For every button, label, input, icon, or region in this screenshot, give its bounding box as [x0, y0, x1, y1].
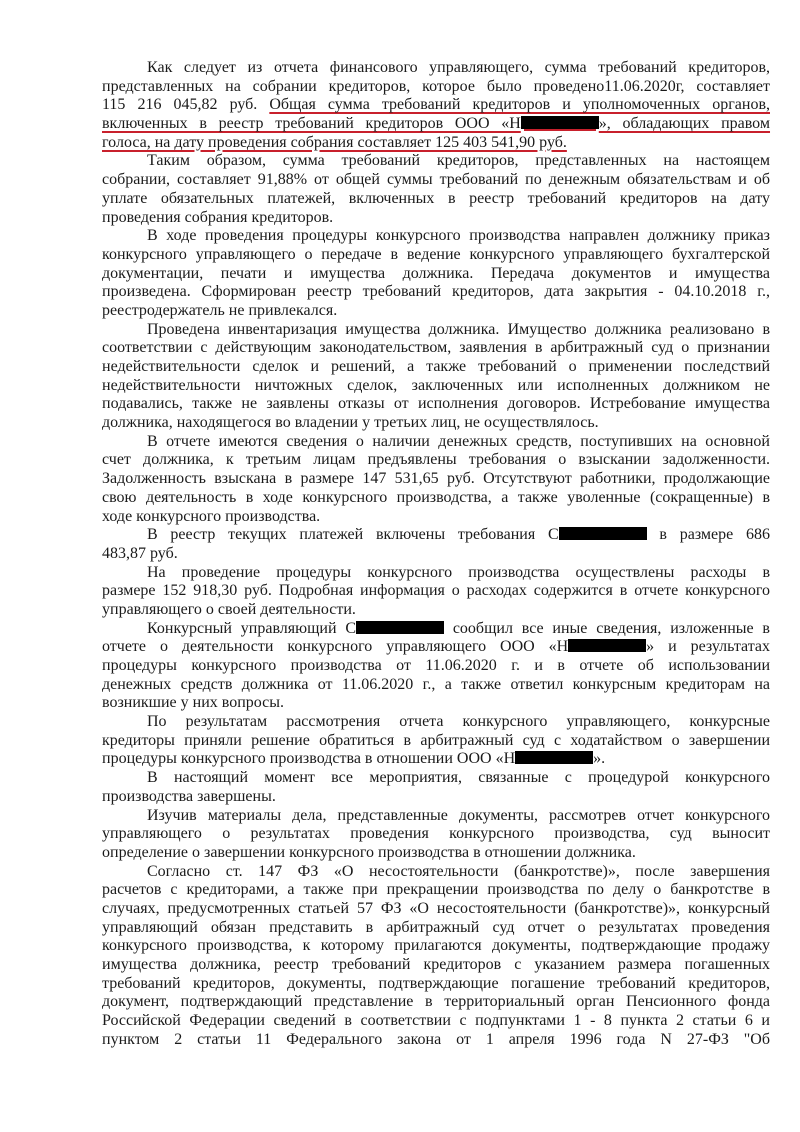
text-line	[102, 321, 770, 340]
paragraph	[102, 564, 770, 620]
text-line	[102, 937, 770, 956]
text-segment: уплате обязательных платежей, включенных в реестр требований кредиторов на дату	[102, 189, 770, 207]
text-segment: производства завершены.	[102, 787, 276, 805]
text-line	[102, 1012, 770, 1031]
text-segment: По результатам рассмотрения отчета конкурсного управляющего, конкурсные	[147, 713, 770, 731]
text-segment: ».	[593, 750, 606, 768]
text-segment: Конкурсный управляющий С	[147, 619, 357, 637]
paragraph	[102, 433, 770, 526]
text-segment: имущества должника, реестр требований кредиторов с указанием размера погашенных	[102, 956, 770, 973]
highlighted-text: включенных в реестр требований кредиторов ООО «Н	[102, 115, 521, 133]
text-segment: случаях, предусмотренных статьей 57 ФЗ «О несостоятельности (банкротстве)», конкурсный	[102, 899, 770, 917]
text-segment: определение о завершении конкурсного производства в отношении должника.	[102, 843, 636, 861]
paragraph	[102, 321, 770, 433]
text-segment: » и результатах	[646, 638, 770, 656]
text-segment: кредиторы приняли решение обратиться в арбитражный суд с ходатайством о завершении	[102, 731, 770, 749]
text-line	[102, 545, 770, 564]
text-line	[102, 1031, 770, 1050]
paragraph	[102, 526, 770, 563]
text-line	[102, 265, 770, 284]
text-segment: 115 216 045,82 руб.	[102, 96, 270, 114]
paragraph	[102, 713, 770, 769]
text-segment: управляющий обязан представить в арбитражный суд отчет о результатах проведения	[102, 918, 770, 936]
redaction-box	[515, 751, 593, 764]
text-line	[102, 732, 770, 751]
text-line	[102, 209, 770, 228]
text-line	[102, 152, 770, 171]
text-line	[102, 582, 770, 601]
text-segment: недействительности ничтожных сделок, заключенных или исполненных должником не	[102, 376, 770, 394]
text-segment: управляющего о своей деятельности.	[102, 600, 356, 618]
text-segment: управляющего о результатах проведения конкурсного производства, суд выносит	[102, 825, 770, 843]
paragraph	[102, 227, 770, 320]
text-line	[102, 601, 770, 620]
text-segment: В настоящий момент все мероприятия, связанные с процедурой конкурсного	[147, 769, 770, 787]
text-segment: Изучив материалы дела, представленные документы, рассмотрев отчет конкурсного	[147, 806, 770, 824]
text-line	[102, 694, 770, 713]
text-line	[102, 302, 770, 321]
text-line	[102, 788, 770, 807]
text-line	[102, 881, 770, 900]
highlighted-text: голоса, на дату проведения собрания составляет 125 403 541,90 руб.	[102, 133, 567, 151]
text-segment: сообщил все иные сведения, изложенные в	[444, 619, 770, 637]
text-line	[102, 919, 770, 938]
text-line	[102, 769, 770, 788]
text-segment: конкурсного управляющего о передаче в ведение конкурсного управляющего бухгалтерской	[102, 245, 770, 263]
paragraph	[102, 769, 770, 806]
text-segment: проведения собрания кредиторов.	[102, 208, 334, 226]
text-segment: Таким образом, сумма требований кредиторов, представленных на настоящем	[147, 152, 770, 170]
text-line	[102, 844, 770, 863]
text-segment: возникшие у них вопросы.	[102, 694, 285, 712]
highlighted-text: », обладающих правом	[598, 115, 771, 133]
text-segment: представленных на собрании кредиторов, которое было проведено11.06.2020г, составляет	[102, 77, 770, 95]
text-line	[102, 526, 770, 545]
text-segment: размере 152 918,30 руб. Подробная информация о расходах содержится в отчете конкурсного	[102, 582, 770, 600]
text-line	[102, 956, 770, 975]
text-segment: требований кредиторов, документы, подтверждающие погашение требований кредиторов,	[102, 974, 770, 992]
text-segment: документ, подтверждающий представление в территориальный орган Пенсионного фонда	[102, 993, 770, 1011]
text-line	[102, 395, 770, 414]
text-segment: Согласно ст. 147 ФЗ «О несостоятельности (банкротстве)», после завершения	[147, 862, 770, 880]
text-segment: В отчете имеются сведения о наличии денежных средств, поступивших на основной	[147, 432, 770, 450]
document-page	[102, 59, 770, 1049]
text-segment: ходе конкурсного производства.	[102, 507, 321, 525]
text-segment: свою деятельность в ходе конкурсного производства, а также уволенные (сокращенные) в	[102, 488, 770, 506]
text-line	[102, 657, 770, 676]
text-segment: реестродержатель не привлекался.	[102, 301, 338, 319]
text-line	[102, 470, 770, 489]
text-segment: подавались, также не заявлены отказы от исполнения договоров. Истребование имущества	[102, 395, 770, 413]
redaction-box	[521, 116, 599, 129]
text-segment: счет должника, к третьим лицам предъявлены требования о взыскании задолженности.	[102, 451, 770, 469]
highlighted-text: Общая сумма требований кредиторов и уполномоченных органов,	[269, 96, 770, 114]
text-line	[102, 863, 770, 882]
text-line	[102, 564, 770, 583]
text-segment: На проведение процедуры конкурсного производства осуществлены расходы в	[147, 563, 770, 581]
text-segment: В реестр текущих платежей включены требования С	[147, 526, 559, 544]
redaction-box	[356, 621, 444, 634]
text-line	[102, 900, 770, 919]
text-line	[102, 358, 770, 377]
text-segment: 483,87 руб.	[102, 544, 178, 562]
text-segment: процедуры конкурсного производства в отношении ООО «Н	[102, 750, 516, 768]
text-segment: Проведена инвентаризация имущества должника. Имущество должника реализовано в	[147, 320, 770, 338]
text-segment: отчете о деятельности конкурсного управляющего ООО «Н	[102, 638, 569, 656]
text-segment: должника, находящегося во владении у третьих лиц, не осуществлялось.	[102, 414, 599, 432]
text-segment: Как следует из отчета финансового управляющего, сумма требований кредиторов,	[147, 59, 770, 76]
text-segment: денежных средств должника от 11.06.2020 г., а также ответил конкурсным кредиторам на	[102, 675, 770, 693]
text-segment: недействительности сделок и решений, а также требований о применении последствий	[102, 358, 770, 375]
redaction-box	[568, 639, 646, 652]
paragraph	[102, 59, 770, 152]
text-line	[102, 190, 770, 209]
text-line	[102, 807, 770, 826]
text-segment: документации, печати и имущества должника. Передача документов и имущества	[102, 264, 770, 282]
text-segment: собрании, составляет 91,88% от общей суммы требований по денежным обязательствам и об	[102, 171, 770, 189]
text-line	[102, 414, 770, 433]
redaction-box	[559, 527, 647, 540]
text-segment: конкурсного производства, к которому прилагаются документы, подтверждающие продажу	[102, 937, 770, 955]
paragraph	[102, 863, 770, 1050]
text-line	[102, 246, 770, 265]
text-line	[102, 78, 770, 97]
text-line	[102, 489, 770, 508]
text-line	[102, 713, 770, 732]
text-segment: Задолженность взыскана в размере 147 531,65 руб. Отсутствуют работники, продолжающие	[102, 470, 770, 488]
text-line	[102, 433, 770, 452]
text-line	[102, 508, 770, 527]
text-line	[102, 377, 770, 396]
text-segment: соответствии с действующим законодательством, заявления в арбитражный суд о признании	[102, 339, 770, 357]
paragraph	[102, 807, 770, 863]
text-line	[102, 638, 770, 657]
text-segment: расчетов с кредиторами, а также при прекращении производства по делу о банкротстве в	[102, 881, 770, 899]
text-line	[102, 227, 770, 246]
paragraph	[102, 152, 770, 227]
text-segment: В ходе проведения процедуры конкурсного производства направлен должнику приказ	[147, 227, 770, 245]
text-line	[102, 993, 770, 1012]
text-line	[102, 339, 770, 358]
text-segment: произведена. Сформирован реестр требований кредиторов, дата закрытия - 04.10.2018 г.,	[102, 283, 770, 301]
text-line	[102, 96, 770, 115]
text-segment: Российской Федерации сведений в соответствии с подпунктами 1 - 8 пункта 2 статьи 6 и	[102, 1012, 770, 1030]
text-segment: пунктом 2 статьи 11 Федерального закона от 1 апреля 1996 года N 27-ФЗ "Об	[102, 1030, 770, 1048]
text-line	[102, 975, 770, 994]
text-line	[102, 59, 770, 78]
text-segment: в размере 686	[646, 526, 771, 544]
text-segment: процедуры конкурсного производства от 11.06.2020 г. и в отчете об использовании	[102, 657, 770, 674]
text-line	[102, 750, 770, 769]
paragraph	[102, 620, 770, 713]
text-line	[102, 134, 770, 153]
text-line	[102, 451, 770, 470]
text-line	[102, 171, 770, 190]
text-line	[102, 620, 770, 639]
text-line	[102, 115, 770, 134]
text-line	[102, 676, 770, 695]
text-line	[102, 283, 770, 302]
text-line	[102, 825, 770, 844]
